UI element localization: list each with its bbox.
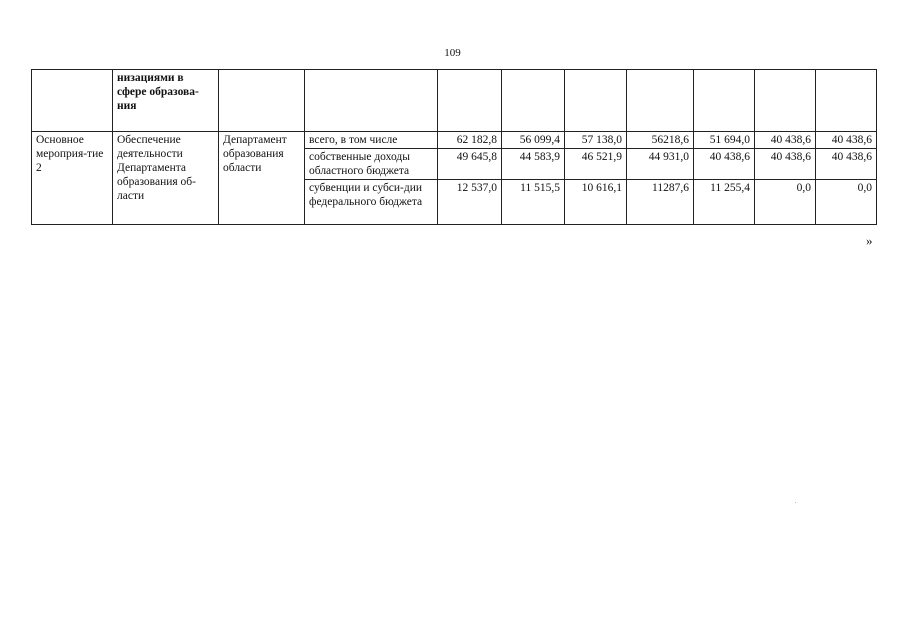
empty-cell — [694, 70, 755, 132]
value-cell: 40 438,6 — [816, 149, 877, 180]
row-label: всего, в том числе — [305, 132, 438, 149]
value-cell: 44 583,9 — [502, 149, 565, 180]
measure-title: Основное мероприя-тие 2 — [32, 132, 113, 225]
measure-name: Обеспечение деятельности Департамента образования об-ласти — [113, 132, 219, 225]
budget-table — [31, 69, 877, 225]
empty-cell — [305, 70, 438, 132]
continuation-row — [32, 70, 877, 132]
value-cell: 62 182,8 — [438, 132, 502, 149]
row-label: субвенции и субси-дии федерального бюджета — [305, 180, 438, 225]
empty-cell — [438, 70, 502, 132]
empty-cell — [219, 70, 305, 132]
value-cell: 40 438,6 — [755, 132, 816, 149]
empty-cell — [502, 70, 565, 132]
empty-cell — [565, 70, 627, 132]
empty-cell — [32, 70, 113, 132]
empty-cell — [627, 70, 694, 132]
value-cell: 11287,6 — [627, 180, 694, 225]
empty-cell — [816, 70, 877, 132]
page-number: 109 — [444, 47, 461, 59]
value-cell: 57 138,0 — [565, 132, 627, 149]
value-cell: 56 099,4 — [502, 132, 565, 149]
closing-quote: » — [866, 233, 873, 248]
value-cell: 44 931,0 — [627, 149, 694, 180]
value-cell: 49 645,8 — [438, 149, 502, 180]
row-label: собственные доходы областного бюджета — [305, 149, 438, 180]
value-cell: 56218,6 — [627, 132, 694, 149]
value-cell: 0,0 — [816, 180, 877, 225]
continuation-text: низациями в сфере образова-ния — [113, 70, 219, 132]
table-row-total — [32, 132, 877, 149]
value-cell: 0,0 — [755, 180, 816, 225]
value-cell: 40 438,6 — [694, 149, 755, 180]
value-cell: 46 521,9 — [565, 149, 627, 180]
value-cell: 11 255,4 — [694, 180, 755, 225]
value-cell: 40 438,6 — [755, 149, 816, 180]
measure-executor: Департамент образования области — [219, 132, 305, 225]
value-cell: 10 616,1 — [565, 180, 627, 225]
value-cell: 11 515,5 — [502, 180, 565, 225]
scan-speck — [795, 502, 796, 503]
value-cell: 51 694,0 — [694, 132, 755, 149]
empty-cell — [755, 70, 816, 132]
value-cell: 12 537,0 — [438, 180, 502, 225]
value-cell: 40 438,6 — [816, 132, 877, 149]
